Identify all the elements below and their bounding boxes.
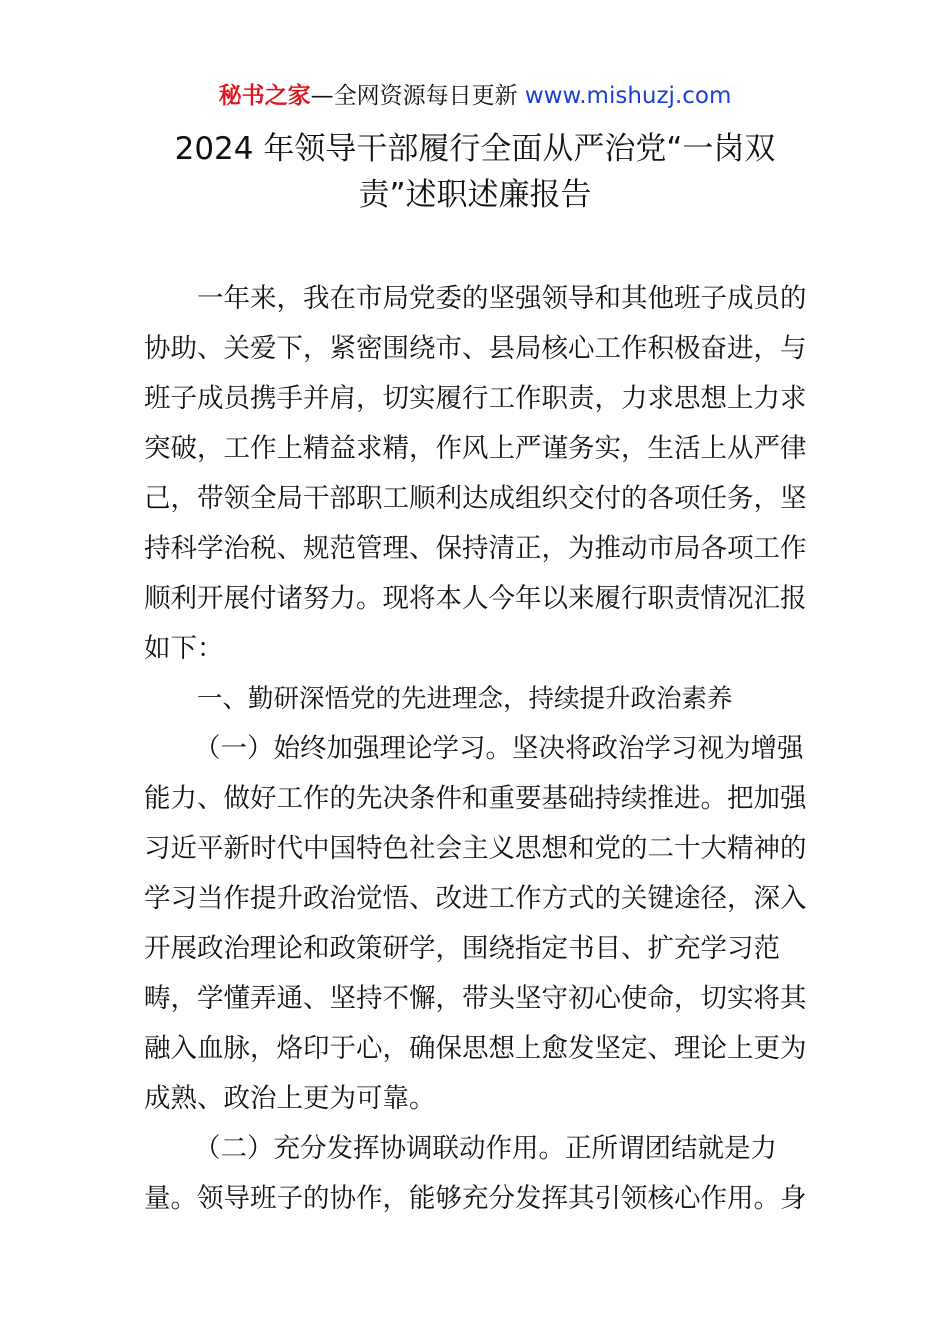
paragraph-line: 协助、关爱下，紧密围绕市、县局核心工作积极奋进，与 <box>144 333 807 364</box>
paragraph-line: 习近平新时代中国特色社会主义思想和党的二十大精神的 <box>144 833 807 864</box>
paragraph-line: 班子成员携手并肩，切实履行工作职责，力求思想上力求 <box>144 383 807 414</box>
paragraph-line: 成熟、政治上更为可靠。 <box>144 1083 436 1114</box>
document-body <box>144 274 808 1224</box>
paragraph-line: 持科学治税、规范管理、保持清正，为推动市局各项工作 <box>144 533 807 564</box>
paragraph-line: 开展政治理论和政策研学，围绕指定书目、扩充学习范 <box>144 933 780 964</box>
paragraph-line: 量。领导班子的协作，能够充分发挥其引领核心作用。身 <box>144 1183 807 1214</box>
paragraph-line: 如下： <box>144 633 224 664</box>
section-heading: 一、勤研深悟党的先进理念，持续提升政治素养 <box>197 684 733 714</box>
paragraph-line: 融入血脉，烙印于心，确保思想上愈发坚定、理论上更为 <box>144 1033 807 1064</box>
subsection-line: （一）始终加强理论学习。坚决将政治学习视为增强 <box>194 733 804 764</box>
title-line-2: 责”述职述廉报告 <box>358 177 592 213</box>
paragraph-line: 学习当作提升政治觉悟、改进工作方式的关键途径，深入 <box>144 883 807 914</box>
paragraph-line: 畴，学懂弄通、坚持不懈，带头坚守初心使命，切实将其 <box>144 983 807 1014</box>
site-watermark <box>0 80 950 112</box>
paragraph-line: 一年来，我在市局党委的坚强领导和其他班子成员的 <box>197 283 807 314</box>
watermark-url[interactable]: www.mishuzj.com <box>524 83 732 109</box>
paragraph-line: 己，带领全局干部职工顺利达成组织交付的各项任务，坚 <box>144 483 807 514</box>
title-line-1: 2024 年领导干部履行全面从严治党“一岗双 <box>174 131 776 167</box>
watermark-tagline: —全网资源每日更新 <box>310 83 525 109</box>
document-title <box>140 126 810 218</box>
paragraph-line: 突破，工作上精益求精，作风上严谨务实，生活上从严律 <box>144 433 807 464</box>
paragraph-line: 顺利开展付诸努力。现将本人今年以来履行职责情况汇报 <box>144 583 807 614</box>
paragraph-line: 能力、做好工作的先决条件和重要基础持续推进。把加强 <box>144 783 807 814</box>
subsection-line: （二）充分发挥协调联动作用。正所谓团结就是力 <box>194 1133 777 1164</box>
watermark-brand: 秘书之家 <box>218 83 311 109</box>
